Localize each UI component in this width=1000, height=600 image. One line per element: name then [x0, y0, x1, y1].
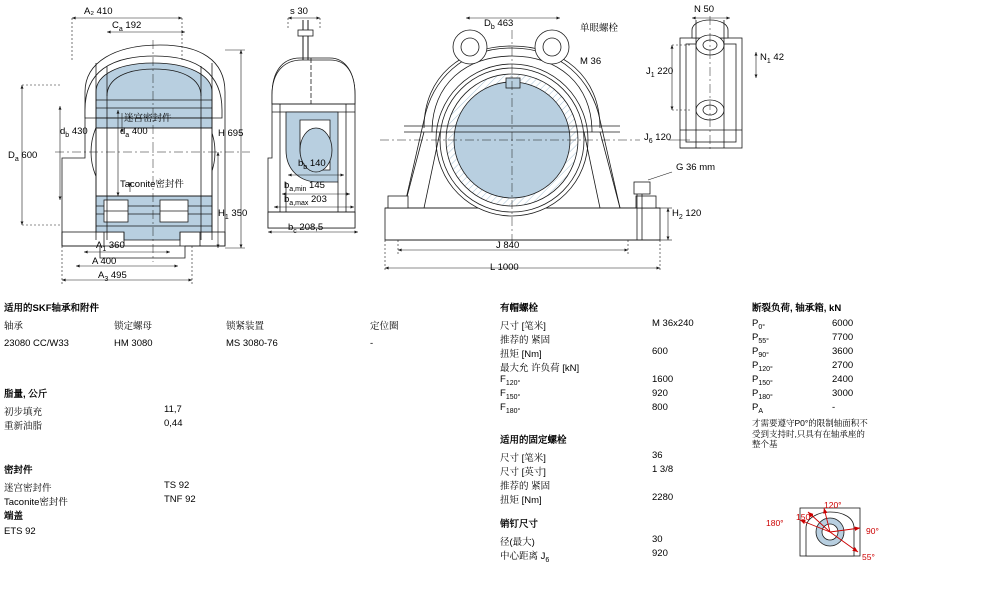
- table-row: [500, 492, 750, 506]
- capbolt-f150-value: 920: [652, 388, 668, 399]
- capbolt-size-mm-value: M 36x240: [652, 318, 694, 329]
- dim-N: N 50: [694, 4, 715, 15]
- table-capbolts: [500, 300, 750, 416]
- load-p90-value: 3600: [832, 346, 854, 357]
- capbolt-f150-label: $F_{150^\circ}$: [500, 388, 521, 401]
- callout-eye-bolt: 单眼螺栓: [580, 23, 619, 34]
- dim-ba-max: $b_{a,max}$ 203: [284, 194, 327, 207]
- view-front-section: [55, 40, 250, 262]
- table-loads-title: 断裂负荷, 轴承箱, kN: [752, 303, 842, 314]
- grease-relub-label: 重新油脂: [4, 421, 43, 432]
- grease-initial-value: 11,7: [164, 404, 182, 415]
- capbolt-tighten-label: 推荐的 紧固: [500, 335, 551, 346]
- cell-locknut: HM 3080: [114, 338, 153, 349]
- dim-A1: $A_1$ 360: [96, 240, 125, 253]
- table-row: [500, 388, 750, 402]
- dim-s: s 30: [290, 6, 308, 17]
- table-row: [4, 526, 284, 540]
- col-header-locatingring: 定位圈: [370, 321, 399, 332]
- table-dowel-title: 销钉尺寸: [500, 519, 539, 530]
- angle-label-180: 180°: [766, 518, 784, 528]
- table-row: [752, 346, 992, 360]
- load-p0-label: $P_{0^\circ}$: [752, 318, 766, 331]
- table-grease-title: 脂量, 公斤: [4, 389, 48, 400]
- load-p150-value: 2400: [832, 374, 854, 385]
- table-row: [752, 402, 992, 416]
- table-row: [500, 402, 750, 416]
- grease-relub-value: 0,44: [164, 418, 183, 429]
- load-p180-label: $P_{180^\circ}$: [752, 388, 773, 401]
- fixbolt-tighten-label: 推荐的 紧固: [500, 481, 551, 492]
- table-seals: [4, 462, 284, 508]
- table-row: [500, 548, 750, 562]
- fixbolt-size-mm-label: 尺寸 [笔米]: [500, 453, 546, 464]
- table-row: [4, 494, 284, 508]
- table-bearings-title: 适用的SKF轴承和附件: [4, 303, 100, 314]
- capbolt-f120-value: 1600: [652, 374, 674, 385]
- load-p120-label: $P_{120^\circ}$: [752, 360, 773, 373]
- dim-J6: $J_6$ 120: [644, 132, 672, 145]
- table-capbolts-title: 有帽螺栓: [500, 303, 539, 314]
- dim-A3: $A_3$ 495: [98, 270, 127, 283]
- dim-A2: A₂ 410: [84, 6, 113, 17]
- col-header-lockdevice: 锁紧装置: [226, 321, 265, 332]
- dim-bb: $b_b$ 140: [298, 158, 326, 171]
- seal-labyrinth-value: TS 92: [164, 480, 190, 491]
- dim-H1: $H_1$ 350: [218, 208, 248, 221]
- table-seals-title: 密封件: [4, 465, 33, 476]
- load-p55-value: 7700: [832, 332, 854, 343]
- seal-labyrinth-label: 迷宫密封件: [4, 483, 52, 494]
- table-row: [752, 360, 992, 374]
- dim-H: H 695: [218, 128, 244, 139]
- table-loads: [752, 300, 992, 450]
- table-grease: [4, 386, 284, 432]
- table-row: [500, 534, 750, 548]
- table-bearings-header-row: [4, 318, 474, 334]
- load-p0-value: 6000: [832, 318, 854, 329]
- table-row: [500, 464, 750, 478]
- col-header-locknut: 锁定螺母: [114, 321, 153, 332]
- view-main-elevation: [380, 30, 660, 250]
- table-dowel: [500, 516, 750, 562]
- fixbolt-size-mm-value: 36: [652, 450, 663, 461]
- load-pa-value: -: [832, 402, 836, 413]
- table-row: [752, 332, 992, 346]
- table-endcover-title: 端盖: [4, 511, 24, 522]
- dim-db: $d_b$ 430: [60, 126, 88, 139]
- load-pa-label: $P_A$: [752, 402, 764, 415]
- callout-taconite-seal: Taconite密封件: [120, 179, 184, 190]
- load-p90-label: $P_{90^\circ}$: [752, 346, 769, 359]
- cell-lockdevice: MS 3080-76: [226, 338, 278, 349]
- dim-A: A 400: [92, 256, 117, 267]
- table-row: [500, 478, 750, 492]
- dim-da: $d_a$ 400: [120, 126, 148, 139]
- dim-ba-min: $b_{a,min}$ 145: [284, 180, 325, 193]
- dim-H2: $H_2$ 120: [672, 208, 702, 221]
- dowel-j6-label: 中心距离 $J_6$: [500, 551, 550, 564]
- table-row: [4, 404, 284, 418]
- table-row: [500, 450, 750, 464]
- capbolt-maxload-label: 最大允 许负荷 [kN]: [500, 363, 580, 374]
- table-row: [752, 374, 992, 388]
- angle-label-150: 150°: [796, 512, 814, 522]
- table-row: [4, 480, 284, 494]
- fixbolt-torque-value: 2280: [652, 492, 674, 503]
- table-row: [4, 418, 284, 432]
- grease-initial-label: 初步填充: [4, 407, 43, 418]
- capbolt-f180-value: 800: [652, 402, 668, 413]
- dim-N1: $N_1$ 42: [760, 52, 784, 65]
- table-fixingbolts-title: 适用的固定螺栓: [500, 435, 567, 446]
- angle-label-55: 55°: [862, 552, 875, 562]
- table-row: [752, 388, 992, 402]
- capbolt-size-mm-label: 尺寸 [笔米]: [500, 321, 546, 332]
- dim-Ca: $C_a$ 192: [112, 20, 142, 33]
- table-row: [500, 346, 750, 360]
- cell-bearing: 23080 CC/W33: [4, 338, 69, 349]
- load-p150-label: $P_{150^\circ}$: [752, 374, 773, 387]
- dim-J1: $J_1$ 220: [646, 66, 674, 79]
- view-detail-right: [680, 16, 742, 152]
- dim-Da: $D_a$ 600: [8, 150, 38, 163]
- table-row: [500, 332, 750, 346]
- table-row: [500, 318, 750, 332]
- table-row: [500, 360, 750, 374]
- seal-taconite-label: Taconite密封件: [4, 497, 68, 508]
- callout-eye-bolt-size: M 36: [580, 56, 602, 67]
- table-row: [752, 318, 992, 332]
- endcover-value: ETS 92: [4, 526, 36, 537]
- table-row: [4, 338, 474, 354]
- table-row: [500, 374, 750, 388]
- dowel-j6-value: 920: [652, 548, 668, 559]
- dim-J: J 840: [496, 240, 520, 251]
- angle-label-90: 90°: [866, 526, 879, 536]
- dim-G: G 36 mm: [676, 162, 716, 173]
- load-p55-label: $P_{55^\circ}$: [752, 332, 769, 345]
- cell-locatingring: -: [370, 338, 374, 349]
- capbolt-torque-value: 600: [652, 346, 668, 357]
- capbolt-torque-label: 扭矩 [Nm]: [500, 349, 542, 360]
- load-p120-value: 2700: [832, 360, 854, 371]
- fixbolt-size-in-value: 1 3/8: [652, 464, 674, 475]
- seal-taconite-value: TNF 92: [164, 494, 196, 505]
- dim-Db: $D_b$ 463: [484, 18, 514, 31]
- dim-bc: $b_c$ 208,5: [288, 222, 324, 235]
- callout-labyrinth-seal: 迷宫密封件: [124, 113, 172, 124]
- angle-label-120: 120°: [824, 500, 842, 510]
- capbolt-f180-label: $F_{180^\circ}$: [500, 402, 521, 415]
- capbolt-f120-label: $F_{120^\circ}$: [500, 374, 521, 387]
- col-header-bearing: 轴承: [4, 321, 24, 332]
- fixbolt-size-in-label: 尺寸 [英寸]: [500, 467, 546, 478]
- table-fixingbolts: [500, 432, 750, 506]
- load-p180-value: 3000: [832, 388, 854, 399]
- table-endcover: [4, 508, 284, 540]
- dowel-dia-value: 30: [652, 534, 663, 545]
- fixbolt-torque-label: 扭矩 [Nm]: [500, 495, 542, 506]
- dim-L: L 1000: [490, 262, 519, 273]
- loads-note: 才需要遵守P0°的限制轴面积不受到支持时,只具有在轴承座的整个基: [752, 418, 868, 450]
- table-bearings: [4, 300, 474, 354]
- dowel-dia-label: 径(最大): [500, 537, 535, 548]
